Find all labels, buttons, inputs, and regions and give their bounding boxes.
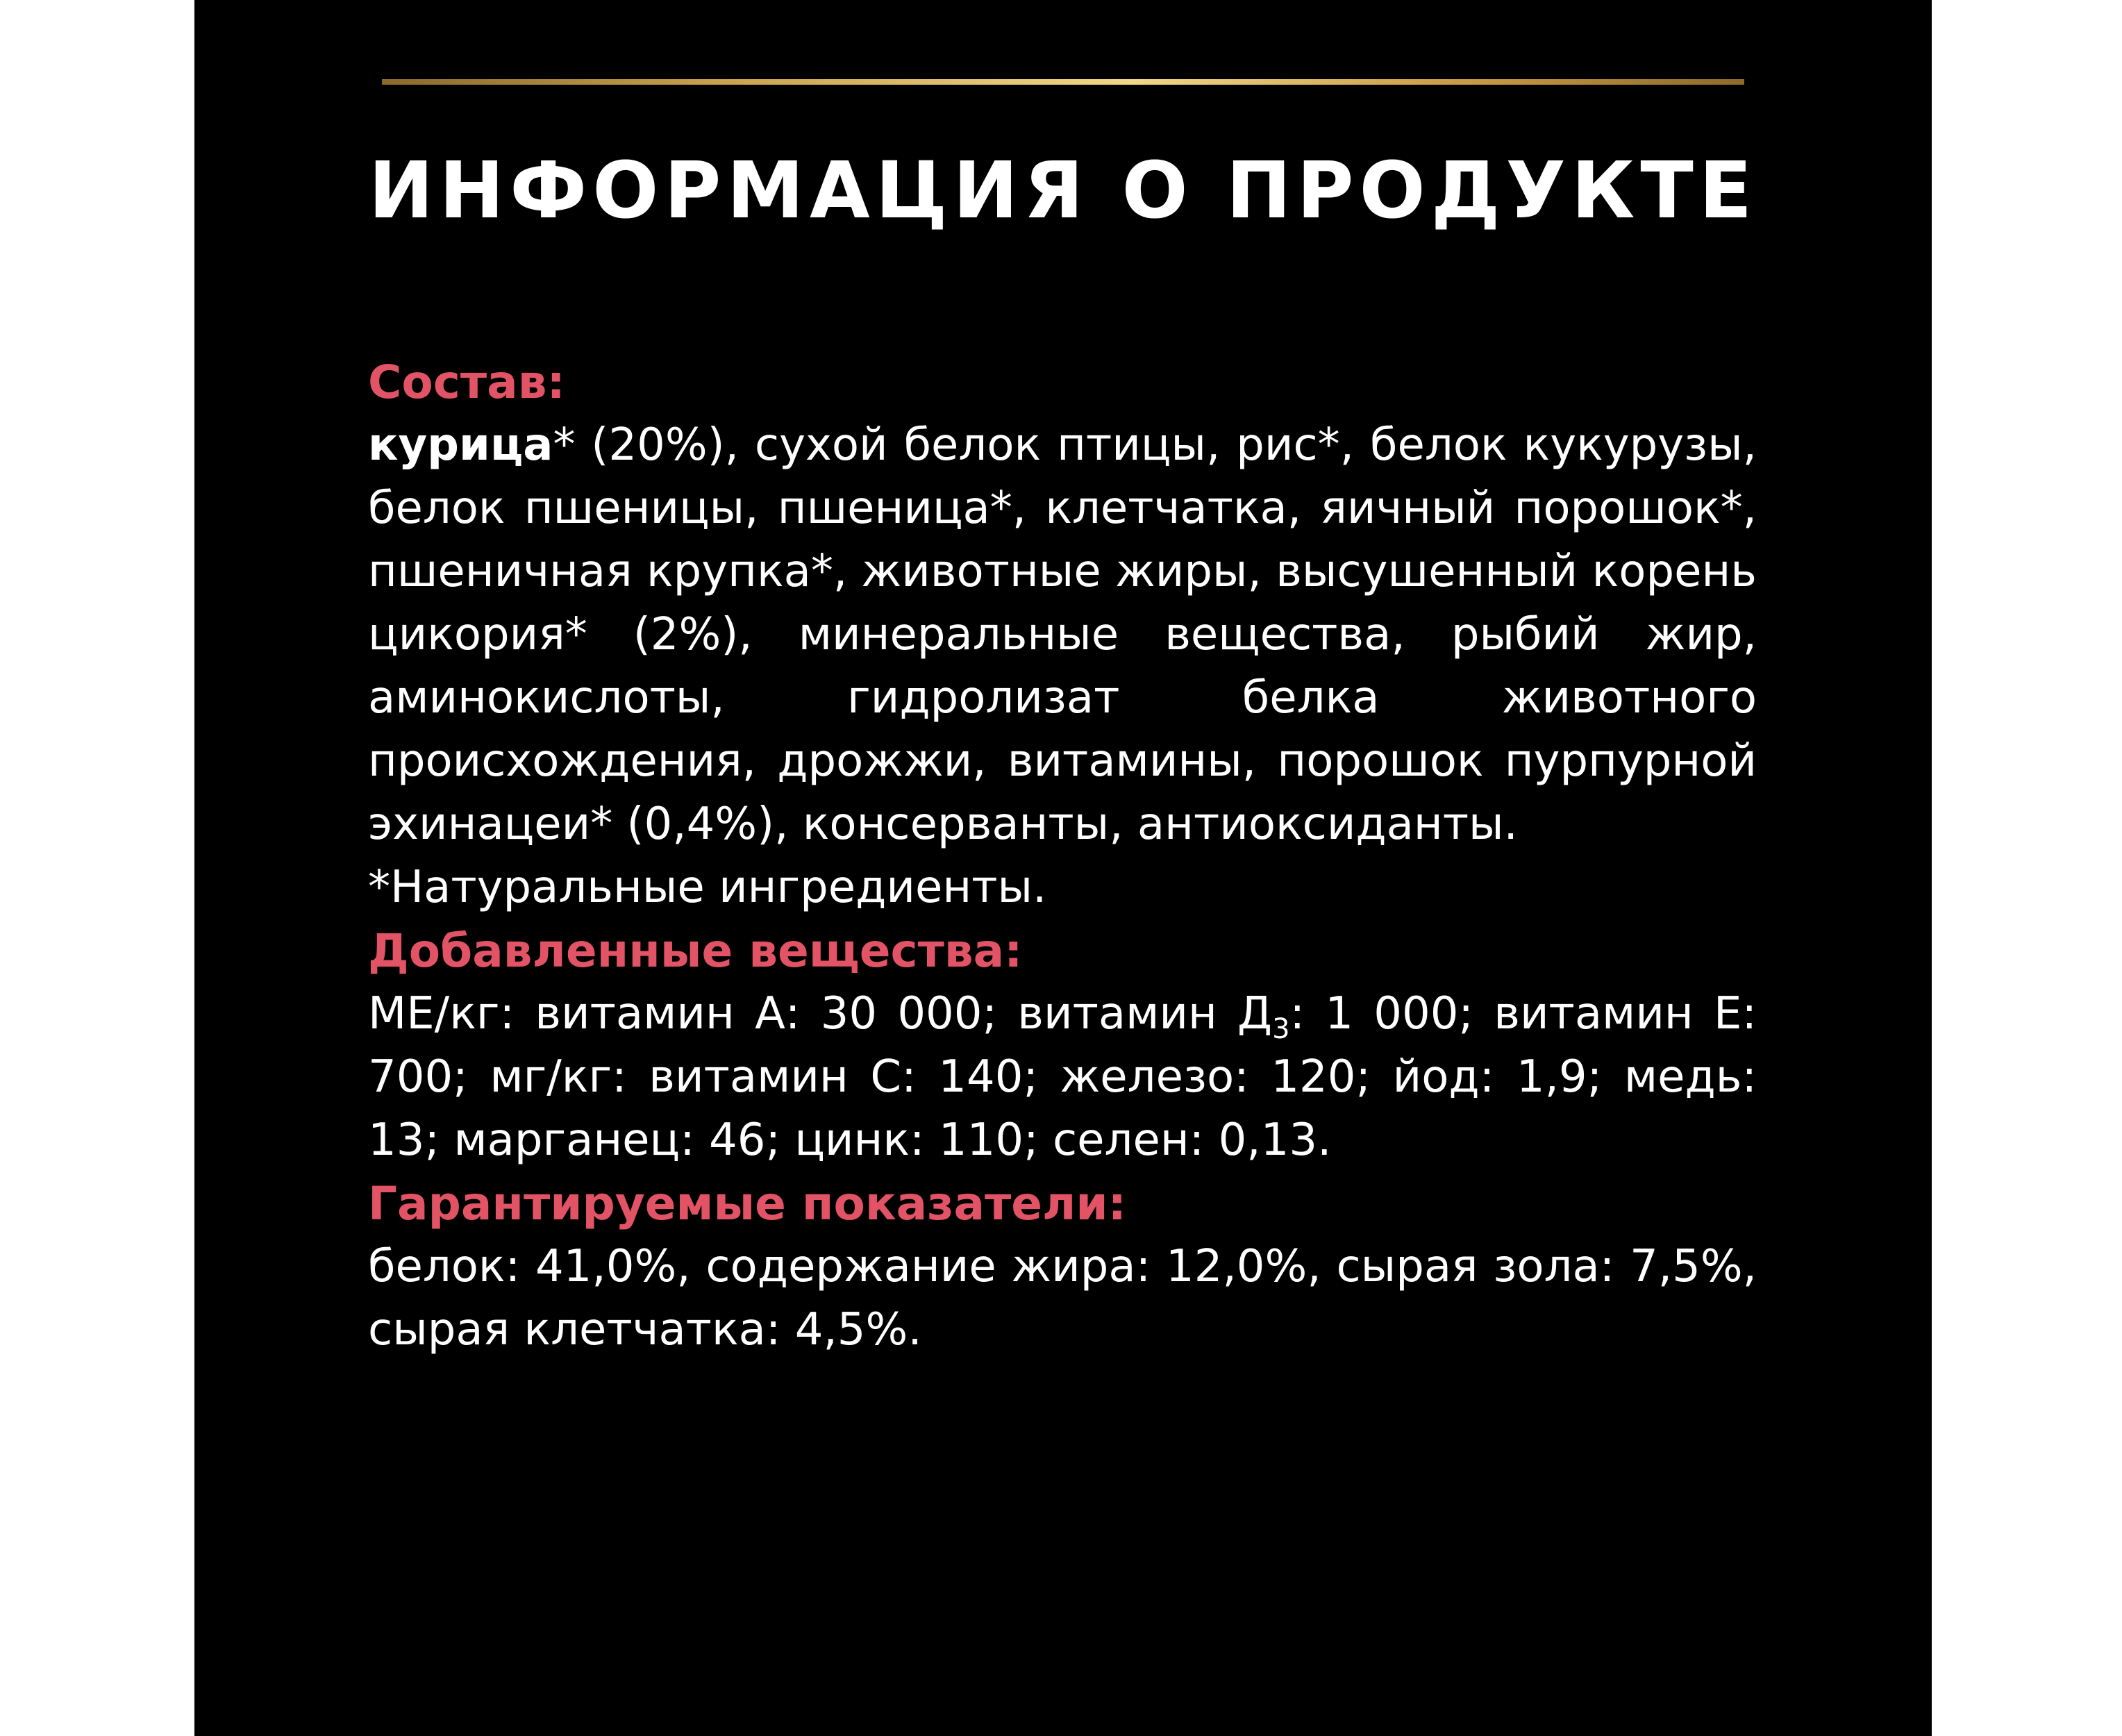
composition-text (368, 414, 1757, 856)
page-title: ИНФОРМАЦИЯ О ПРОДУКТЕ (368, 146, 1758, 236)
gold-divider (382, 79, 1744, 85)
lead-ingredient: курица (368, 419, 553, 471)
product-info-panel (194, 0, 1932, 1736)
product-info-content (368, 351, 1757, 1362)
guaranteed-heading: Гарантируемые показатели: (368, 1177, 1127, 1230)
additives-text-part2: : 1 000; витамин Е: 700; мг/кг: витамин С: 140; железо: 120; йод: 1,9; медь: 13; марганец: 46; цинк: 110; селен: 0,13. (368, 988, 1757, 1166)
lead-asterisk: * (553, 419, 576, 471)
composition-heading: Состав: (368, 356, 565, 409)
composition-body: (20%), сухой белок птицы, рис*, белок кукурузы, белок пшеницы, пшеница*, клетчатка, яичный порошок*, пшеничная крупка*, животные жиры, высушенный корень цикория* (2%), минеральные вещества, рыбий жир, аминокислоты, гидролизат белка животного происхождения, дрожжи, витамины, порошок пурпурной эхинацеи* (0,4%), консерванты, антиоксиданты. (368, 419, 1757, 850)
guaranteed-text: белок: 41,0%, содержание жира: 12,0%, сырая зола: 7,5%, сырая клетчатка: 4,5%. (368, 1241, 1757, 1355)
natural-ingredients-note: *Натуральные ингредиенты. (368, 862, 1047, 913)
additives-heading: Добавленные вещества: (368, 924, 1023, 978)
additives-text (368, 983, 1757, 1172)
vitamin-d-subscript: 3 (1272, 1012, 1290, 1045)
additives-text-part1: МЕ/кг: витамин А: 30 000; витамин Д (368, 988, 1273, 1040)
